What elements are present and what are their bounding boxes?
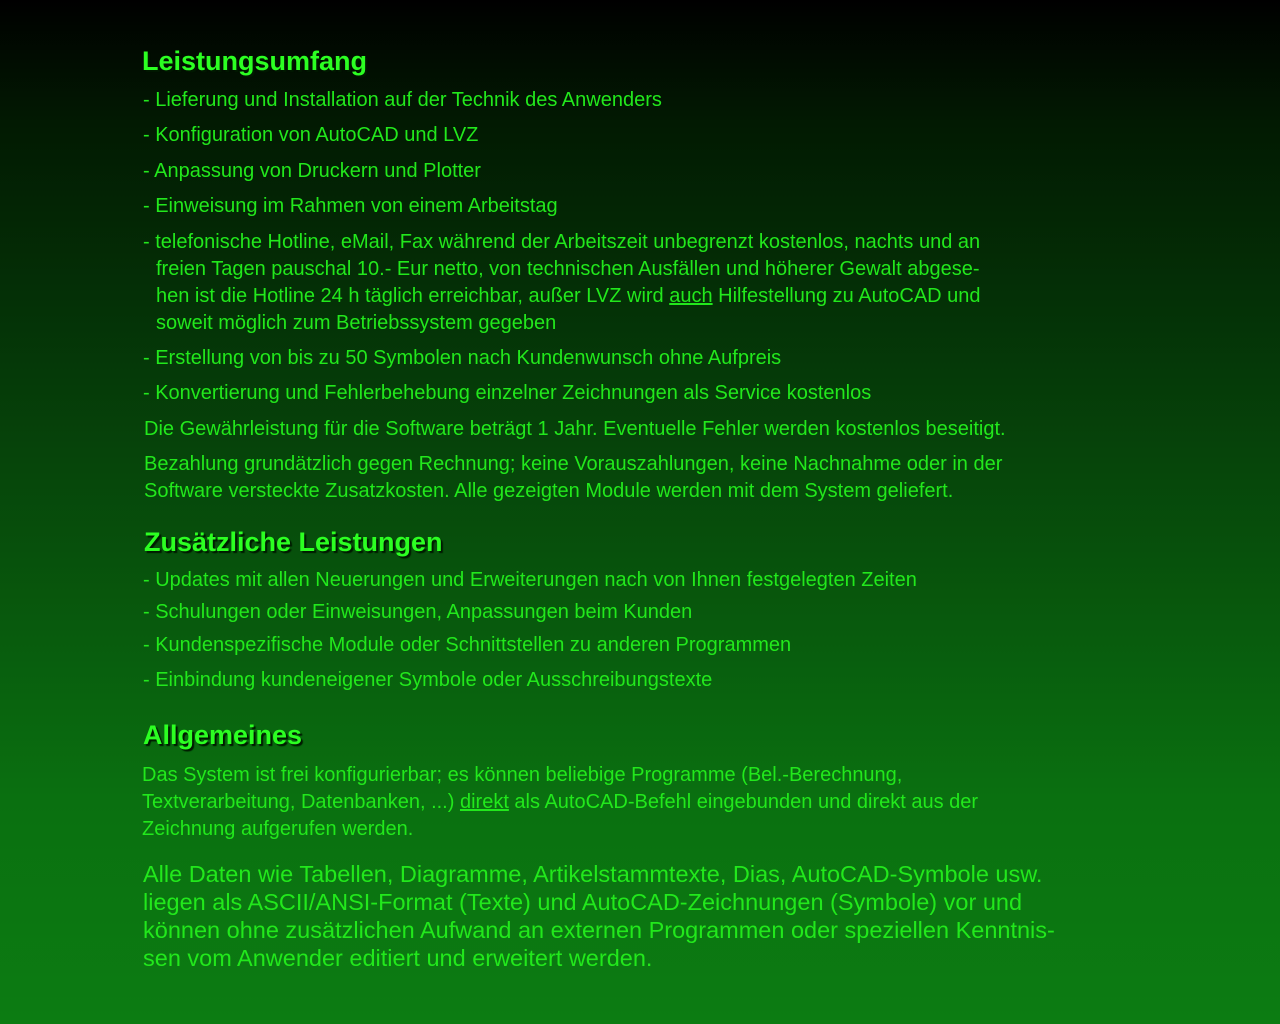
list-item: - Schulungen oder Einweisungen, Anpassungen beim Kunden bbox=[143, 601, 693, 623]
list-item: - Updates mit allen Neuerungen und Erweiterungen nach von Ihnen festgelegten Zeiten bbox=[143, 569, 917, 591]
general-p2-line-1: Alle Daten wie Tabellen, Diagramme, Artikelstammtexte, Dias, AutoCAD-Symbole usw. bbox=[143, 861, 1043, 887]
general-paragraph-2 bbox=[143, 860, 1055, 972]
general-p2-line-4: sen vom Anwender editiert und erweitert werden. bbox=[143, 945, 653, 971]
hotline-line-1: - telefonische Hotline, eMail, Fax während der Arbeitszeit unbegrenzt kostenlos, nachts und an bbox=[143, 231, 981, 253]
payment-text bbox=[144, 451, 1002, 505]
list-item: - Konvertierung und Fehlerbehebung einzelner Zeichnungen als Service kostenlos bbox=[143, 382, 872, 404]
general-p1-line-2-post: als AutoCAD-Befehl eingebunden und direkt aus der bbox=[508, 791, 979, 813]
warranty-text: Die Gewährleistung für die Software beträgt 1 Jahr. Eventuelle Fehler werden kostenlos beseitigt. bbox=[144, 418, 1006, 440]
hotline-line-2: freien Tagen pauschal 10.- Eur netto, von technischen Ausfällen und höherer Gewalt abgese- bbox=[156, 258, 980, 280]
hotline-line-3-post: Hilfestellung zu AutoCAD und bbox=[712, 285, 981, 307]
general-p2-line-2: liegen als ASCII/ANSI-Format (Texte) und AutoCAD-Zeichnungen (Symbole) vor und bbox=[143, 889, 1023, 915]
hotline-line-3 bbox=[143, 283, 981, 310]
list-item: - Konfiguration von AutoCAD und LVZ bbox=[143, 124, 479, 146]
heading-allgemeines: Allgemeines bbox=[143, 720, 303, 750]
payment-line-1: Bezahlung grundätzlich gegen Rechnung; keine Vorauszahlungen, keine Nachnahme oder in der bbox=[144, 453, 1003, 475]
general-p2-line-3: können ohne zusätzlichen Aufwand an externen Programmen oder speziellen Kenntnis- bbox=[143, 917, 1055, 943]
list-item: - Einbindung kundeneigener Symbole oder Ausschreibungstexte bbox=[143, 669, 713, 691]
list-item: - Erstellung von bis zu 50 Symbolen nach Kundenwunsch ohne Aufpreis bbox=[143, 347, 782, 369]
list-item: - Einweisung im Rahmen von einem Arbeitstag bbox=[143, 195, 558, 217]
heading-leistungsumfang: Leistungsumfang bbox=[142, 46, 368, 76]
underlined-auch: auch bbox=[669, 285, 713, 307]
general-p1-line-2-pre: Textverarbeitung, Datenbanken, ...) bbox=[142, 791, 460, 813]
general-paragraph-1 bbox=[142, 762, 978, 843]
general-p1-line-3: Zeichnung aufgerufen werden. bbox=[142, 818, 414, 840]
general-p1-line-2 bbox=[142, 789, 978, 816]
payment-line-2: Software versteckte Zusatzkosten. Alle gezeigten Module werden mit dem System geliefert. bbox=[144, 480, 954, 502]
list-item: - Lieferung und Installation auf der Technik des Anwenders bbox=[143, 89, 662, 111]
list-item: - Kundenspezifische Module oder Schnittstellen zu anderen Programmen bbox=[143, 634, 792, 656]
hotline-line-4: soweit möglich zum Betriebssystem gegeben bbox=[156, 312, 557, 334]
hotline-line-3-pre: hen ist die Hotline 24 h täglich erreichbar, außer LVZ wird bbox=[156, 285, 670, 307]
list-item: - Anpassung von Druckern und Plotter bbox=[143, 160, 481, 182]
underlined-direkt: direkt bbox=[459, 791, 509, 813]
general-p1-line-1: Das System ist frei konfigurierbar; es können beliebige Programme (Bel.-Berechnung, bbox=[142, 764, 903, 786]
heading-zusaetzliche-leistungen: Zusätzliche Leistungen bbox=[144, 527, 443, 557]
hotline-item bbox=[143, 229, 981, 337]
